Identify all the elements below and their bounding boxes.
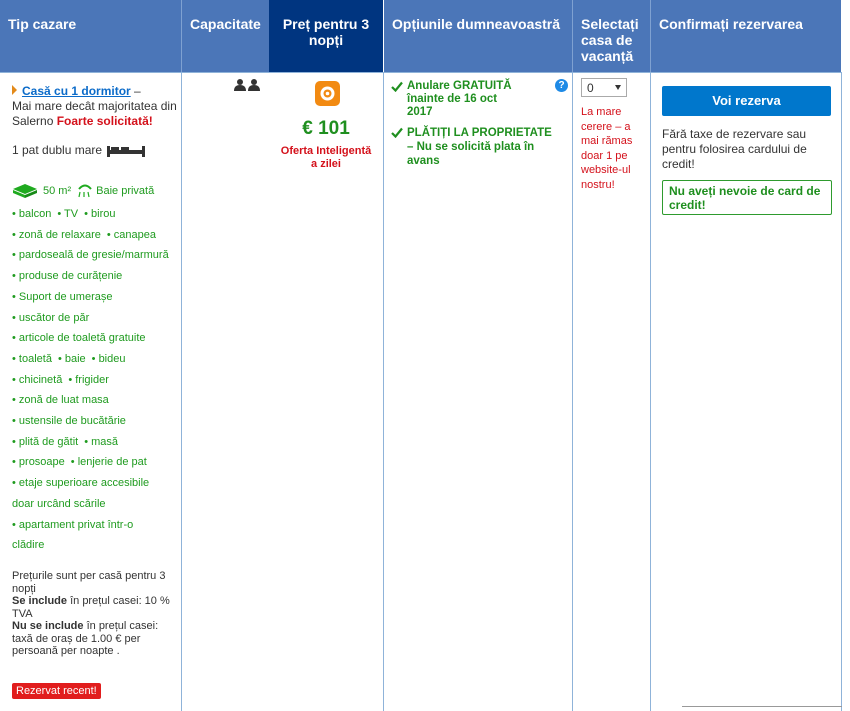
quantity-select[interactable] <box>581 78 627 97</box>
smart-deal-label <box>269 145 383 171</box>
excludes-note <box>12 620 180 658</box>
facility-item: • zonă de relaxare <box>12 228 101 241</box>
option-pay-at-property <box>391 126 561 168</box>
row-divider <box>682 706 842 707</box>
column-divider <box>572 72 573 711</box>
header-room-type <box>0 0 181 72</box>
includes-label: Se include <box>12 595 68 607</box>
reserve-button[interactable]: Voi rezerva <box>662 86 831 116</box>
price-amount: € 101 <box>302 118 350 139</box>
no-card-line-1: Nu aveți nevoie de card de <box>669 184 821 198</box>
deal-line-1: Oferta Inteligentă <box>280 145 372 157</box>
facility-row <box>12 432 180 453</box>
pay-line-1: PLĂTIȚI LA PROPRIETATE <box>407 127 552 139</box>
prices-note: Prețurile sunt per casă pentru 3 nopți <box>12 570 166 595</box>
price-notes <box>12 570 180 658</box>
facility-row <box>12 287 180 308</box>
no-card-line-2: credit! <box>669 198 706 212</box>
facility-row <box>12 494 180 515</box>
facility-item: • zonă de luat masa <box>12 394 109 407</box>
facility-item: • ustensile de bucătărie <box>12 415 126 428</box>
room-desc-text: Mai mare decât majoritatea din Salerno <box>12 99 177 128</box>
facility-list <box>12 204 180 556</box>
header-capacity <box>182 0 269 72</box>
facility-item: clădire <box>12 539 45 552</box>
facility-row <box>12 328 180 349</box>
facility-item: doar urcând scările <box>12 497 106 510</box>
row-divider <box>0 72 842 73</box>
facility-row <box>12 204 180 225</box>
bed-text: 1 pat dublu mare <box>12 143 103 157</box>
cancel-line-2: înainte de 16 oct <box>407 93 498 105</box>
quantity-select-value: 0 <box>587 81 594 95</box>
facility-row <box>12 515 180 536</box>
notice-line: cerere – a <box>581 120 631 133</box>
facility-row <box>12 452 180 473</box>
chevron-down-icon <box>615 85 621 90</box>
facility-item: • articole de toaletă gratuite <box>12 332 146 345</box>
header-confirm-label: Confirmați rezervarea <box>659 16 803 32</box>
cancel-line-3: 2017 <box>407 106 433 118</box>
excludes-text: în prețul casei: taxă de oraș de 1.00 € per persoană per noapte . <box>12 620 159 657</box>
room-size-row <box>12 183 154 199</box>
shower-icon <box>77 183 93 199</box>
column-divider <box>181 72 182 711</box>
room-name-suffix: – <box>130 84 141 98</box>
facility-item: • prosoape <box>12 456 65 469</box>
facility-item: • baie <box>57 352 86 365</box>
header-capacity-label: Capacitate <box>190 16 261 32</box>
header-options-label: Opțiunile dumneavoastră <box>392 16 561 32</box>
room-size-text: 50 m² <box>43 185 72 197</box>
no-card-needed-box <box>662 180 832 215</box>
pay-line-3: avans <box>407 155 440 167</box>
bed-info <box>12 143 178 158</box>
high-demand-text: Foarte solicitată! <box>56 114 153 128</box>
facility-item: • canapea <box>106 228 156 241</box>
info-icon[interactable]: ? <box>555 79 568 92</box>
facility-row <box>12 308 180 329</box>
facility-item: • uscător de păr <box>12 311 90 324</box>
facility-item: • plită de gătit <box>12 435 79 448</box>
facility-row <box>12 225 180 246</box>
notice-line: La mare <box>581 106 622 118</box>
check-icon <box>391 81 403 92</box>
facility-item: • lenjerie de pat <box>70 456 147 469</box>
facility-item: • frigider <box>68 373 109 386</box>
no-fees-note <box>662 127 807 172</box>
option-free-cancellation <box>391 80 551 119</box>
facility-item: • pardoseală de gresie/marmură <box>12 249 169 262</box>
facility-item: • toaletă <box>12 352 52 365</box>
facility-item: • TV <box>57 208 79 220</box>
capacity-icon <box>234 79 260 91</box>
room-name-link[interactable]: Casă cu 1 dormitor <box>22 84 131 98</box>
smart-deal-icon <box>315 81 340 106</box>
facility-item: • balcon <box>12 208 52 220</box>
facility-item: • chicinetă <box>12 373 63 386</box>
no-fees-line: Fără taxe de rezervare sau <box>662 127 807 141</box>
no-fees-line: pentru folosirea cardului de <box>662 142 807 156</box>
column-divider <box>841 72 842 711</box>
facility-row <box>12 411 180 432</box>
header-room-type-label: Tip cazare <box>8 16 77 32</box>
room-type-cell <box>12 84 178 158</box>
cancel-line-1: Anulare GRATUITĂ <box>407 80 512 92</box>
facility-row <box>12 370 180 391</box>
facility-item: • masă <box>84 435 119 448</box>
facility-item: • bideu <box>91 352 126 365</box>
facility-item: • Suport de umerașe <box>12 290 113 303</box>
check-icon <box>391 127 403 138</box>
header-price-label: Preț pentru 3 nopți <box>282 16 370 48</box>
facility-item: • produse de curățenie <box>12 270 123 283</box>
includes-note <box>12 595 180 620</box>
facility-row <box>12 473 180 494</box>
size-icon <box>12 183 38 199</box>
notice-line: doar 1 pe <box>581 149 628 162</box>
room-title-line <box>12 84 178 99</box>
facility-item: • apartament privat într-o <box>12 518 134 531</box>
header-confirm <box>651 0 841 72</box>
caret-right-icon <box>12 85 17 95</box>
header-select <box>573 0 651 72</box>
column-divider <box>650 72 651 711</box>
facility-row <box>12 349 180 370</box>
notice-line: website-ul <box>581 164 631 176</box>
deal-line-2: a zilei <box>311 158 341 170</box>
notice-line: mai rămas <box>581 135 633 147</box>
facility-item: • etaje superioare accesibile <box>12 477 150 490</box>
facility-row <box>12 245 180 266</box>
facility-item: • birou <box>84 208 116 220</box>
header-options <box>384 0 572 72</box>
facility-row <box>12 535 180 556</box>
excludes-label: Nu se include <box>12 620 84 632</box>
pay-line-2: – Nu se solicită plata în <box>407 141 535 153</box>
facility-row <box>12 390 180 411</box>
header-select-label: Selectați casa de vacanță <box>581 16 639 64</box>
availability-notice <box>581 105 632 192</box>
bathroom-text: Baie privată <box>96 185 155 197</box>
header-price <box>269 0 383 72</box>
no-fees-line: credit! <box>662 157 695 171</box>
room-description <box>12 99 178 129</box>
recently-booked-badge: Rezervat recent! <box>12 683 101 699</box>
notice-line: nostru! <box>581 178 615 191</box>
column-divider <box>383 72 384 711</box>
includes-text: în prețul casei: 10 % TVA <box>12 595 170 620</box>
facility-row <box>12 266 180 287</box>
bed-icon <box>106 144 146 158</box>
